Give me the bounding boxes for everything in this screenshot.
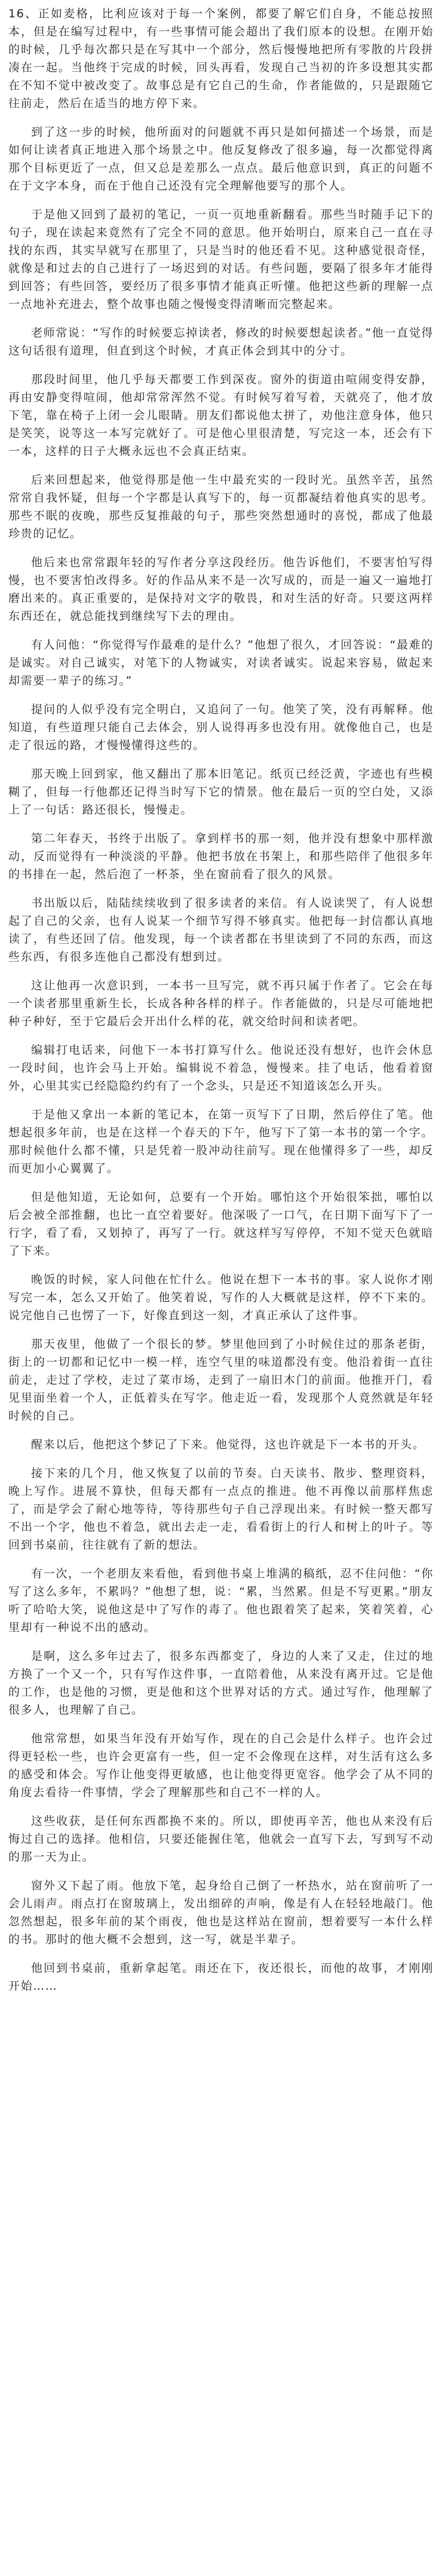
paragraph: 于是他又回到了最初的笔记，一页一页地重新翻看。那些当时随手记下的句子，现在读起来竟然有了完全不同的意思。他开始明白，原来自己一直在寻找的东西，其实早就写在那里了，只是当时的他还看不见。这种感觉很奇怪，就像是和过去的自己进行了一场迟到的对话。有些问题，要隔了很多年才能得到回答；有些回答，要经历了很多事情才能真正听懂。他把这些新的理解一点一点地补充进去，整个故事也随之慢慢变得清晰而完整起来。 <box>8 208 434 311</box>
paragraph: 是啊，这么多年过去了，很多东西都变了，身边的人来了又走，住过的地方换了一个又一个，只有写作这件事，一直陪着他，从来没有离开过。它是他的工作，也是他的习惯，更是他和这个世界对话的方式。通过写作，他理解了很多人，也理解了自己。 <box>8 1650 434 1717</box>
paragraph: 后来回想起来，他觉得那是他一生中最充实的一段时光。虽然辛苦，虽然常常自我怀疑，但每一个字都是认真写下的，每一页都凝结着他真实的思考。那些不眠的夜晚，那些反复推敲的句子，那些突然想通时的喜悦，都成了他最珍贵的记忆。 <box>8 473 434 540</box>
paragraph: 那段时间里，他几乎每天都要工作到深夜。窗外的街道由喧闹变得安静，再由安静变得喧闹，他却常常浑然不觉。有时候写着写着，天就亮了，他才放下笔，靠在椅子上闭一会儿眼睛。朋友们都说他太拼了，劝他注意身体，他只是笑笑，说等这一本写完就好了。可是他心里很清楚，写完这一本，还会有下一本，这样的日子大概永远也不会真正结束。 <box>8 373 434 458</box>
paragraph: 这让他再一次意识到，一本书一旦写完，就不再只属于作者了。它会在每一个读者那里重新生长，长成各种各样的样子。作者能做的，只是尽可能地把种子种好，至于它最后会开出什么样的花，就交给时间和读者吧。 <box>8 979 434 1028</box>
paragraph: 第二年春天，书终于出版了。拿到样书的那一刻，他并没有想象中那样激动，反而觉得有一种淡淡的平静。他把书放在书架上，和那些陪伴了他很多年的书排在一起，然后泡了一杯茶，坐在窗前看了很久的风景。 <box>8 832 434 881</box>
paragraph: 晚饭的时候，家人问他在忙什么。他说在想下一本书的事。家人说你才刚写完一本，怎么又开始了。他笑着说，写作的人大概就是这样，停不下来的。说完他自己也愣了一下，好像直到这一刻，才真正承认了这件事。 <box>8 1273 434 1322</box>
paragraph: 于是他又拿出一本新的笔记本，在第一页写下了日期，然后停住了笔。他想起很多年前，也是在这样一个春天的下午，他写下了第一本书的第一个字。那时候他什么都不懂，只是凭着一股冲动往前写。现在他懂得多了一些，却反而更加小心翼翼了。 <box>8 1108 434 1175</box>
paragraph: 编辑打电话来，问他下一本书打算写什么。他说还没有想好，也许会休息一段时间，也许会马上开始。编辑说不着急，慢慢来。挂了电话，他看着窗外，心里其实已经隐隐约约有了一个念头，只是还不知道该怎么开头。 <box>8 1044 434 1093</box>
paragraph: 他常常想，如果当年没有开始写作，现在的自己会是什么样子。也许会过得更轻松一些，也许会更富有一些，但一定不会像现在这样，对生活有这么多的感受和体会。写作让他变得更敏感，也让他变得更宽容。他学会了从不同的角度去看待一件事情，学会了理解那些和自己不一样的人。 <box>8 1732 434 1799</box>
paragraph: 那天晚上回到家，他又翻出了那本旧笔记。纸页已经泛黄，字迹也有些模糊了，但每一行他都还记得当时写下它的情景。他在最后一页的空白处，又添上了一句话：路还很长，慢慢走。 <box>8 767 434 816</box>
paragraph: 提问的人似乎没有完全明白，又追问了一句。他笑了笑，没有再解释。他知道，有些道理只能自己去体会，别人说得再多也没有用。就像他自己，也是走了很远的路，才慢慢懂得这些的。 <box>8 703 434 752</box>
paragraph: 有一次，一个老朋友来看他，看到他书桌上堆满的稿纸，忍不住问他：“你写了这么多年，不累吗？”他想了想，说：“累，当然累。但是不写更累。”朋友听了哈哈大笑，说他这是中了写作的毒了。他也跟着笑了起来，笑着笑着，心里却有一种说不出的感动。 <box>8 1567 434 1634</box>
paragraph: 他回到书桌前，重新拿起笔。雨还在下，夜还很长，而他的故事，才刚刚开始…… <box>8 1962 434 1993</box>
paragraph: 窗外又下起了雨。他放下笔，起身给自己倒了一杯热水，站在窗前听了一会儿雨声。雨点打在窗玻璃上，发出细碎的声响，像是有人在轻轻地敲门。他忽然想起，很多年前的某个雨夜，他也是这样站在窗前，想着要写一本什么样的书。那时的他大概不会想到，这一写，就是半辈子。 <box>8 1879 434 1946</box>
paragraph: 那天夜里，他做了一个很长的梦。梦里他回到了小时候住过的那条老街，街上的一切都和记忆中一模一样，连空气里的味道都没有变。他沿着街一直往前走，走过了学校，走过了菜市场，走到了一扇旧木门的前面。他推开门，看见里面坐着一个人，正低着头在写字。他走近一看，发现那个人竟然就是年轻时候的自己。 <box>8 1338 434 1422</box>
paragraph: 16、正如麦格，比利应该对于每一个案例，都要了解它们自身，不能总按照本，但是在编写过程中，有一些事情可能会超出了我们原本的设想。在刚开始的时候，几乎每次都只是在写其中一个部分，然后慢慢地把所有零散的片段拼凑在一起。当他终于完成的时候，回头再看，发现自己当初的许多设想其实都在不知不觉中被改变了。故事总是有它自己的生命，作者能做的，只是跟随它往前走，然后在适当的地方停下来。 <box>8 7 434 110</box>
paragraph: 书出版以后，陆陆续续收到了很多读者的来信。有人说读哭了，有人说想起了自己的父亲，也有人说某一个细节写得不够真实。他把每一封信都认真地读了，有些还回了信。他发现，每一个读者都在书里读到了不同的东西，而这些东西，有很多连他自己都没有想到过。 <box>8 897 434 963</box>
paragraph: 接下来的几个月，他又恢复了以前的节奏。白天读书、散步、整理资料，晚上写作。进展不算快，但每天都有一点点的推进。他不再像以前那样焦虑了，而是学会了耐心地等待，等待那些句子自己浮现出来。有时候一整天都写不出一个字，他也不着急，就出去走一走，看看街上的行人和树上的叶子。等回到书桌前，往往就有了新的想法。 <box>8 1467 434 1552</box>
paragraph: 他后来也常常跟年轻的写作者分享这段经历。他告诉他们，不要害怕写得慢，也不要害怕改得多。好的作品从来不是一次写成的，而是一遍又一遍地打磨出来的。真正重要的，是保持对文字的敬畏，和对生活的好奇。只要这两样东西还在，就总能找到继续写下去的理由。 <box>8 556 434 623</box>
paragraph: 但是他知道，无论如何，总要有一个开始。哪怕这个开始很笨拙，哪怕以后会被全部推翻，也比一直空着要好。他深吸了一口气，在日期下面写下了一行字，看了看，又划掉了，再写了一行。就这样写写停停，不知不觉天色就暗了下来。 <box>8 1191 434 1258</box>
paragraph: 老师常说：“写作的时候要忘掉读者，修改的时候要想起读者。”他一直觉得这句话很有道理，但直到这个时候，才真正体会到其中的分寸。 <box>8 326 434 357</box>
paragraph: 这些收获，是任何东西都换不来的。所以，即使再辛苦，他也从来没有后悔过自己的选择。他相信，只要还能握住笔，他就会一直写下去，写到写不动的那一天为止。 <box>8 1815 434 1864</box>
paragraph: 有人问他：“你觉得写作最难的是什么？”他想了很久，才回答说：“最难的是诚实。对自己诚实，对笔下的人物诚实，对读者诚实。说起来容易，做起来却需要一辈子的练习。” <box>8 638 434 687</box>
paragraph: 醒来以后，他把这个梦记了下来。他觉得，这也许就是下一本书的开头。 <box>31 1438 425 1451</box>
paragraph: 到了这一步的时候，他所面对的问题就不再只是如何描述一个场景，而是如何让读者真正地进入那个场景之中。他反复修改了很多遍，每一次都觉得离那个目标更近了一点，但又总是差那么一点点。最后他意识到，真正的问题不在于文字本身，而在于他自己还没有完全理解他要写的那个人。 <box>8 126 434 192</box>
